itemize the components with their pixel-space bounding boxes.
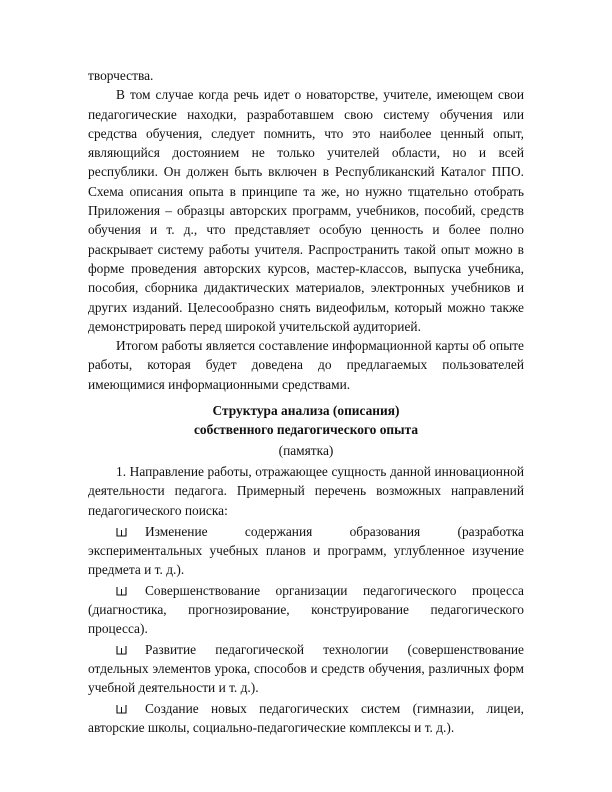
checkbox-bullet-icon (116, 644, 127, 655)
paragraph-summary: Итогом работы является составление информационной карты об опыте работы, которая будет доведена до предлагаемых пользователей имеющимися информационными средствами. (88, 338, 524, 392)
document-body (88, 66, 524, 737)
list-item: Совершенствование организации педагогического процесса (диагностика, прогнозирование, конструирование педагогического процесса). (88, 582, 524, 637)
paragraph-novelty: В том случае когда речь идет о новаторстве, учителе, имеющем свои педагогические находки, разработавшем свою систему обучения или средства обучения, следует помнить, что это наиболее ценный опыт, являющийся достоянием не только учителей области, но и всей республики. Он должен быть включен в Республиканский Каталог ППО. Схема описания опыта в принципе та же, но нужно тщательно отобрать Приложения – образцы авторских программ, учебников, пособий, средств обучения и т. д., что представляет особую ценность и более полно раскрывает систему работы учителя. Распространить такой опыт можно в форме проведения авторских курсов, мастер-классов, выпуска учебника, пособия, сборника дидактических материалов, электронных учебников и других изданий. Целесообразно снять видеофильм, который можно также демонстрировать перед широкой учительской аудиторией. (88, 87, 524, 334)
paragraph-continuation: творчества. (88, 68, 154, 83)
list-item: Создание новых педагогических систем (гимназии, лицеи, авторские школы, социально-педагогические комплексы и т. д.). (88, 700, 524, 735)
list-item: Развитие педагогической технологии (совершенствование отдельных элементов урока, способов и средств обучения, различных форм учебной деятельности и т. д.). (88, 641, 524, 696)
section-heading-line1: Структура анализа (описания) (212, 403, 400, 419)
checkbox-bullet-icon (116, 526, 127, 537)
section-heading-line2: собственного педагогического опыта (193, 422, 419, 438)
list-section-1: 1. Направление работы, отражающее сущность данной инновационной деятельности педагога. Примерный перечень возможных направлений педагогического поиска: (88, 463, 524, 518)
section-subheading: (памятка) (278, 442, 334, 458)
list-item: Изменение содержания образования (разработка экспериментальных учебных планов и программ, углубленное изучение предмета и т. д.). (88, 523, 524, 578)
checkbox-bullet-icon (116, 585, 127, 596)
checkbox-bullet-icon (116, 703, 127, 714)
